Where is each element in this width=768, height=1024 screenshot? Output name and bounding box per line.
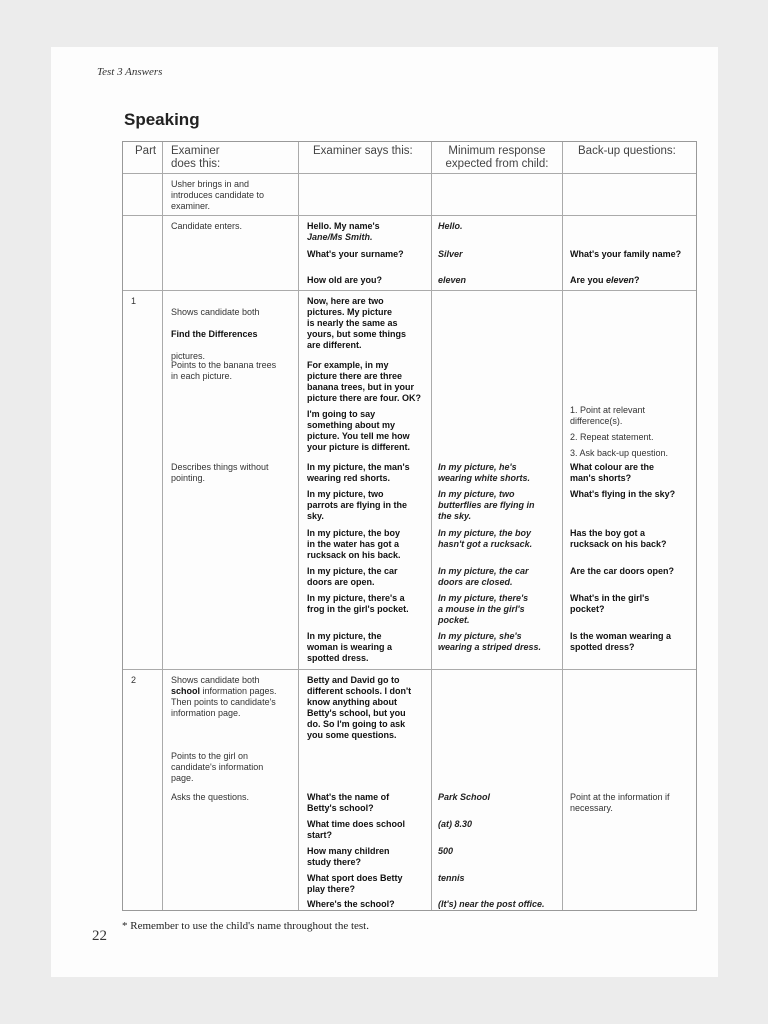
part2-intro-say: Betty and David go to different schools. I don't know anything about Betty's school, but you do. So I'm going to ask you some questions. [307,675,412,740]
p2-row-say: What time does school start? [307,819,406,840]
part2-backup: Point at the information if necessary. [570,792,670,813]
part1-back-step-3: 3. Ask back-up question. [570,448,669,458]
p1-row-resp: In my picture, she's wearing a striped dress. [438,631,542,652]
part1-shows-suffix: pictures. [171,351,206,361]
p1-row-say: In my picture, the woman is wearing a spotted dress. [307,631,393,663]
age-backup-suffix: ? [634,275,640,285]
p1-row-say: In my picture, two parrots are flying in the sky. [307,489,408,521]
section-title: Speaking [124,110,200,129]
p1-row-back: Has the boy got a rucksack on his back? [570,528,667,549]
p2-row-resp: tennis [438,873,465,883]
part1-shows-bold: Find the Differences [171,329,258,339]
p1-row-say: In my picture, the car doors are open. [307,566,398,587]
part2-shows-suffix: information pages. Then points to candidate's information page. [171,686,277,718]
header-examiner-does: Examiner does this: [171,145,221,170]
part1-going-say: I'm going to say something about my picture. You tell me how your picture is different. [307,409,411,452]
row-divider [123,215,696,216]
row-divider [123,669,696,670]
header-part: Part [135,145,157,157]
p2-row-resp: (at) 8.30 [438,819,473,829]
header-minimum-response: Minimum response expected from child: [445,145,549,170]
surname-say: What's your surname? [307,249,404,259]
p2-row-say: What's the name of Betty's school? [307,792,390,813]
col-divider [431,142,432,910]
row-divider [123,173,696,174]
p2-row-resp: 500 [438,846,454,856]
part1-describes: Describes things without pointing. [171,462,269,483]
part2-shows-prefix: Shows candidate both [171,675,260,685]
surname-response: Silver [438,249,463,259]
header-back-up: Back-up questions: [578,145,676,157]
p1-row-back: What colour are the man's shorts? [570,462,655,483]
p1-row-resp: In my picture, the boy hasn't got a rucksack. [438,528,533,549]
hello-name: Jane/Ms Smith. [307,232,373,242]
p1-row-resp: In my picture, he's wearing white shorts. [438,462,531,483]
part-2-number: 2 [131,675,137,685]
part2-shows-bold: school [171,686,201,696]
part2-asks: Asks the questions. [171,792,250,802]
part1-intro-say: Now, here are two pictures. My picture is nearly the same as yours, but some things are different. [307,296,407,350]
col-divider [562,142,563,910]
part1-example-say: For example, in my picture there are three banana trees, but in your picture there are four. OK? [307,360,422,403]
surname-backup: What's your family name? [570,249,682,259]
p2-row-say: What sport does Betty play there? [307,873,403,894]
p1-row-resp: In my picture, two butterflies are flying in the sky. [438,489,535,521]
p1-row-back: What's in the girl's pocket? [570,593,650,614]
running-header: Test 3 Answers [97,66,163,78]
age-backup-word: eleven [606,275,635,285]
p2-row-say: Where's the school? [307,899,395,909]
candidate-enters-text: Candidate enters. [171,221,243,231]
part-1-number: 1 [131,296,137,306]
col-divider [162,142,163,910]
part1-back-step-2: 2. Repeat statement. [570,432,654,442]
age-response: eleven [438,275,467,285]
p2-row-say: How many children study there? [307,846,390,867]
p1-row-say: In my picture, the boy in the water has got a rucksack on his back. [307,528,401,560]
p1-row-back: Is the woman wearing a spotted dress? [570,631,672,652]
p2-row-resp: Park School [438,792,491,802]
part1-points: Points to the banana trees in each picture. [171,360,277,381]
part2-shows [171,675,277,719]
p1-row-back: Are the car doors open? [570,566,675,576]
p2-row-resp: (It's) near the post office. [438,899,545,909]
p1-row-resp: In my picture, there's a mouse in the girl's pocket. [438,593,529,625]
age-backup [570,275,640,286]
p1-row-say: In my picture, the man's wearing red shorts. [307,462,410,483]
p1-row-back: What's flying in the sky? [570,489,676,499]
p1-row-resp: In my picture, the car doors are closed. [438,566,529,587]
hello-say: Hello. My name's [307,221,380,231]
part1-shows-prefix: Shows candidate both [171,307,260,317]
speaking-table [122,141,697,911]
age-say: How old are you? [307,275,383,285]
header-examiner-says: Examiner says this: [313,145,413,157]
col-divider [298,142,299,910]
page-number: 22 [92,928,107,944]
part1-back-step-1: 1. Point at relevant difference(s). [570,405,646,426]
footnote: * Remember to use the child's name throughout the test. [122,920,369,932]
usher-text: Usher brings in and introduces candidate to examiner. [171,179,265,211]
age-backup-prefix: Are you [570,275,607,285]
row-divider [123,290,696,291]
p1-row-say: In my picture, there's a frog in the girl's pocket. [307,593,409,614]
part2-points: Points to the girl on candidate's information page. [171,751,264,783]
hello-response: Hello. [438,221,463,231]
